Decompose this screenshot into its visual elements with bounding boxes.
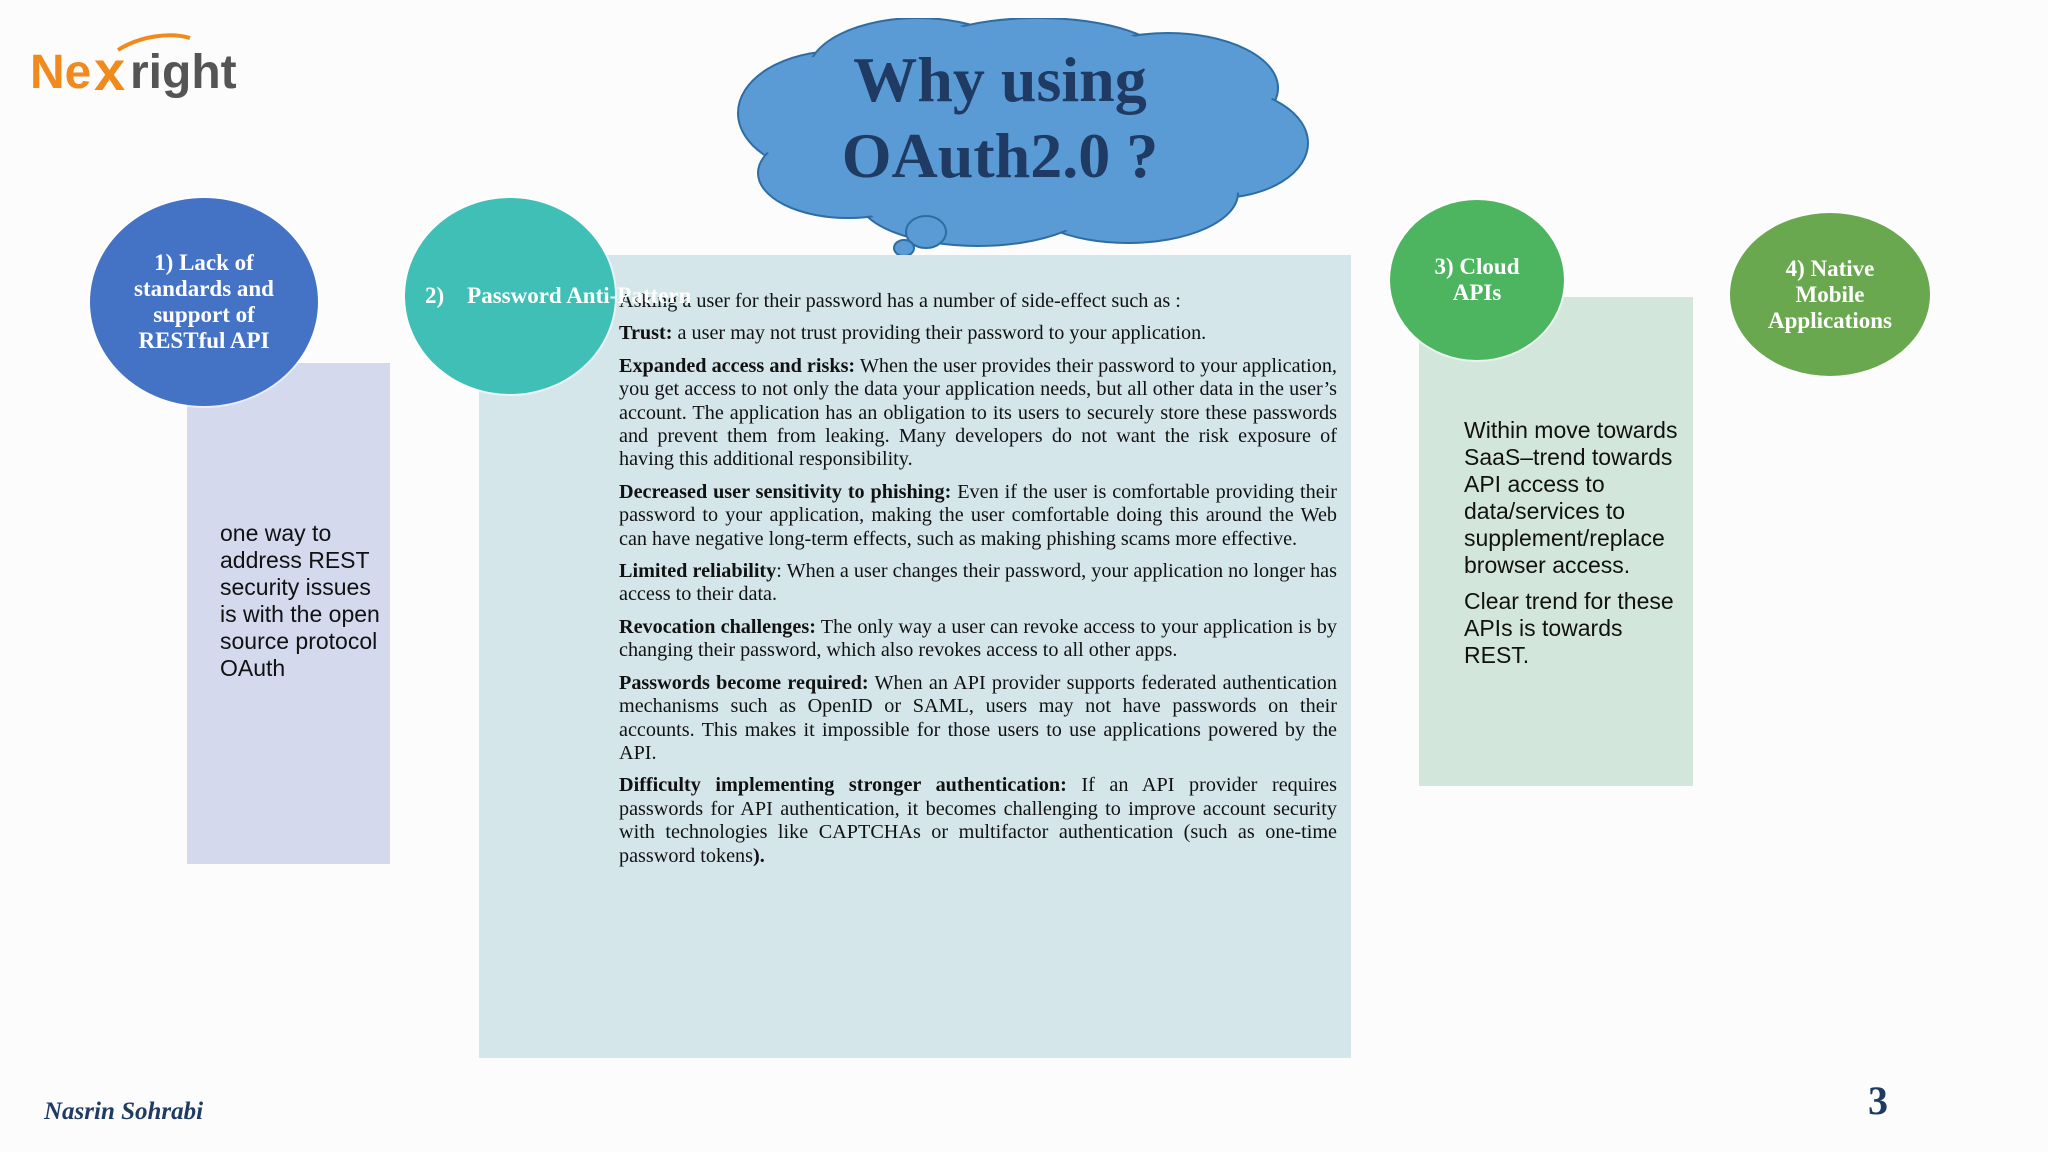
item2-label: 2) Password Anti-Pattern [425,283,692,308]
page-number: 3 [1868,1078,1888,1123]
item3-panel-text: Within move towards SaaS–trend towards API access to data/services to supplement/replace browser access. Clear trend for these APIs is towards REST. [1464,417,1678,668]
point-trust: Trust: a user may not trust providing their password to your application. [619,322,1207,345]
item1-panel-text: one way to address REST security issues is with the open source protocol OAuth [220,520,380,681]
slide-title: Why using OAuth2.0 ? [841,44,1159,191]
point-reliability: Limited reliability: When a user changes their password, your application no longer has access to their data. [619,560,1337,606]
item3-label: 3) Cloud APIs [1434,254,1520,305]
point-passwords-required: Passwords become required: When an API provider supports federated authentication mechanisms such as OpenID or SAML, users may not have passwords on their accounts. This makes it impossible for those users to use applications powered by the API. [619,671,1337,764]
point-phishing: Decreased user sensitivity to phishing: Even if the user is comfortable providing their password to your application, making the user comfortable doing this around the Web can have negative long-term effects, such as making phishing scams more effective. [619,480,1337,550]
svg-text:Ne: Ne [30,46,92,99]
thought-bubble-dots [888,212,950,260]
point-expanded-access: Expanded access and risks: When the user provides their password to your application, you get access to not only the data your application needs, but all other data in the user’s account. The application has an obligation to its users to securely store these passwords and prevent them from leaking. Many developers do not want the risk exposure of having this additional responsibility. [619,354,1337,471]
author-name: Nasrin Sohrabi [44,1098,204,1125]
nexright-logo [30,28,290,108]
item4-label: 4) Native Mobile Applications [1768,255,1892,333]
svg-text:x: x [94,39,126,102]
item2-circle [405,198,692,394]
password-antipattern-text [619,290,1337,877]
item3-circle [1390,200,1564,360]
item1-circle [90,198,318,406]
point-revocation: Revocation challenges: The only way a user can revoke access to your application is by changing their password, which also revokes access to all other apps. [619,615,1337,662]
item1-label: 1) Lack of standards and support of RESTful API [134,250,274,353]
point-stronger-auth: Difficulty implementing stronger authentication: If an API provider requires passwords for API authentication, it becomes challenging to improve account security with technologies like CAPTCHAs or multifactor authentication (such as one-time password tokens). [619,774,1337,867]
intro-text: Asking a user for their password has a number of side-effect such as : [619,290,1181,312]
svg-text:right: right [130,46,237,99]
item4-circle [1730,213,1930,376]
